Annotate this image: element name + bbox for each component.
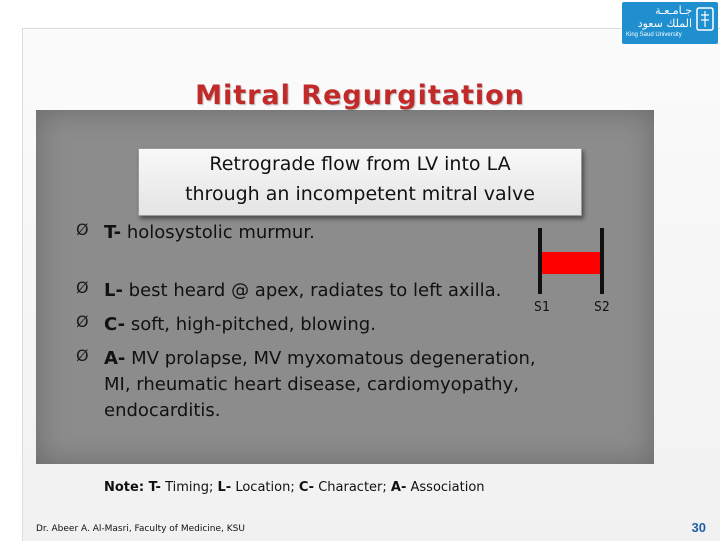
bullet-key: L- xyxy=(104,280,123,301)
logo-arabic-text: جـامـعـة الملك سعود xyxy=(637,4,692,30)
s2-label: S2 xyxy=(594,300,610,315)
university-logo xyxy=(622,2,718,44)
slide-title: Mitral Regurgitation xyxy=(195,80,525,111)
bullet-text: best heard @ apex, radiates to left axilla. xyxy=(122,280,502,301)
bullet-text: MV prolapse, MV myxomatous degeneration, xyxy=(125,348,536,369)
holosystolic-murmur-bar xyxy=(542,252,600,274)
note-text: Note: T- Timing; L- Location; C- Character; A- Association xyxy=(104,480,485,495)
bullet-marker-icon: Ø xyxy=(76,346,89,365)
page-number: 30 xyxy=(691,520,706,535)
bullet-text: soft, high-pitched, blowing. xyxy=(125,314,376,335)
bullet-key: C- xyxy=(104,314,126,335)
heart-sound-diagram xyxy=(526,228,626,320)
s1-label: S1 xyxy=(534,300,550,315)
definition-line-1: Retrograde flow from LV into LA xyxy=(209,153,511,175)
bullet-key: A- xyxy=(104,348,126,369)
bullet-continuation: MI, rheumatic heart disease, cardiomyopathy, xyxy=(104,374,519,395)
footer-credit: Dr. Abeer A. Al-Masri, Faculty of Medicine, KSU xyxy=(36,524,245,534)
definition-line-2: through an incompetent mitral valve xyxy=(185,183,535,205)
bullet-marker-icon: Ø xyxy=(76,278,89,297)
bullet-marker-icon: Ø xyxy=(76,220,89,239)
definition-box xyxy=(138,148,582,216)
bullet-text: holosystolic murmur. xyxy=(121,222,315,243)
bullet-marker-icon: Ø xyxy=(76,312,89,331)
emblem-icon xyxy=(696,7,714,31)
bullet-continuation: endocarditis. xyxy=(104,400,221,421)
s2-line xyxy=(600,228,604,294)
logo-english-text: King Saud University xyxy=(626,32,682,38)
bullet-key: T- xyxy=(104,222,122,243)
